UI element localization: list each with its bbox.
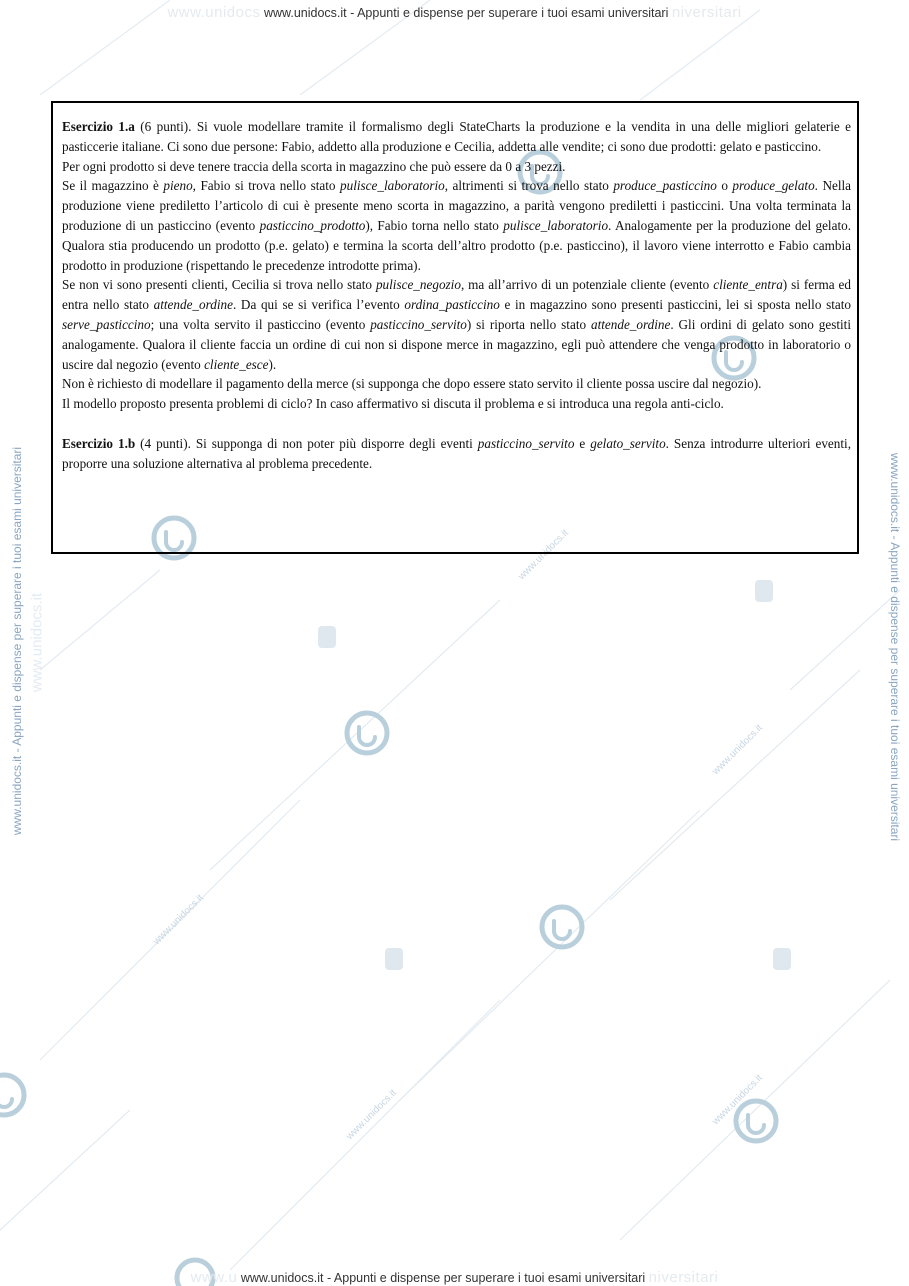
diagonal-watermark-text: www.unidocs.it xyxy=(710,1072,765,1128)
watermark-small-logo-icon xyxy=(755,580,773,602)
paragraph-gap xyxy=(62,414,851,434)
header-banner-text: www.unidocs.it - Appunti e dispense per superare i tuoi esami universitari xyxy=(263,6,669,20)
diagonal-watermark-text: www.unidocs.it xyxy=(516,527,571,583)
header-banner-ghost-right: niversitari xyxy=(671,4,742,21)
watermark-small-logo-icon xyxy=(385,948,403,970)
header-banner-ghost-left: www.unidocs xyxy=(167,4,261,21)
watermark-logo-icon xyxy=(347,713,387,753)
diagonal-watermark-text: www.unidocs.it xyxy=(344,1087,399,1143)
exercise-1a-sales: Se non vi sono presenti clienti, Cecilia si trova nello stato pulisce_negozio, ma all’arrivo di un potenziale cliente (evento cliente_entra) si ferma ed entra nello stato attende_ordine. Da qui se si verifica l’evento ordina_pasticcino e in magazzino sono presenti pasticcini, lei si sposta nello stato serve_pasticcino; una volta servito il pasticcino (evento pasticcino_servito) si riporta nello stato attende_ordine. Gli ordini di gelato sono gestiti analogamente. Qualora il cliente faccia un ordine di cui non si dispone merce in magazzino, egli può attendere che venga prodotto in laboratorio o uscire dal negozio (evento cliente_esce). xyxy=(62,277,851,372)
exercise-1a-question: Il modello proposto presenta problemi di ciclo? In caso affermativo si discuta il problema e si introduca una regola anti-ciclo. xyxy=(62,396,724,412)
exercise-1b-points: (4 punti). xyxy=(140,435,191,451)
exercise-1a-title: Esercizio 1.a xyxy=(62,119,135,134)
watermark-logo-icon xyxy=(542,907,582,947)
exercise-1a-points: (6 punti). xyxy=(140,119,192,134)
exercise-box xyxy=(51,101,859,554)
watermark-logo-icon xyxy=(736,1101,776,1141)
footer-banner-ghost-left: www.u xyxy=(190,1269,238,1286)
diagonal-watermark-text: www.unidocs.it xyxy=(151,892,206,948)
exercise-1a-payment-note: Non è richiesto di modellare il pagamento della merce (si supponga che dopo essere stato servito il cliente possa uscire dal negozio). xyxy=(62,376,762,392)
exercise-1a-intro: Esercizio 1.a (6 punti). Si vuole modellare tramite il formalismo degli StateCharts la produzione e la vendita in una delle migliori gelaterie e pasticcerie italiane. Ci sono due persone: Fabio, addetto alla produzione e Cecilia, addetta alle vendite; ci sono due prodotti: gelato e pasticcino. xyxy=(62,119,851,154)
side-watermark-left: www.unidocs.it - Appunti e dispense per superare i tuoi esami universitari xyxy=(10,446,24,836)
footer-banner-ghost-right: niversitari xyxy=(648,1269,719,1286)
watermark-small-logo-icon xyxy=(773,948,791,970)
diagonal-watermark-text: www.unidocs.it xyxy=(710,722,765,778)
side-watermark-right: www.unidocs.it - Appunti e dispense per superare i tuoi esami universitari xyxy=(888,452,902,842)
exercise-1a-production: Se il magazzino è pieno, Fabio si trova nello stato pulisce_laboratorio, altrimenti si trova nello stato produce_pasticcino o produce_gelato. Nella produzione viene prediletto l’articolo di cui è presente meno scorta in magazzino, a parità vengono prediletti i pasticcini. Una volta terminata la produzione di un pasticcino (evento pasticcino_prodotto), Fabio torna nello stato pulisce_laboratorio. Analogamente per la produzione del gelato. Qualora stia producendo un prodotto (p.e. gelato) e termina la scorta dell’altro prodotto (p.e. pasticcino), il lavoro viene interrotto e Fabio cambia prodotto in produzione (rispettando le precedenze introdotte prima). xyxy=(62,178,851,273)
watermark-small-logo-icon xyxy=(318,626,336,648)
footer-banner xyxy=(0,1269,909,1286)
side-watermark-left-ghost: www.unidocs.it xyxy=(28,592,46,693)
exercise-1a-stock: Per ogni prodotto si deve tenere traccia della scorta in magazzino che può essere da 0 a 3 pezzi. xyxy=(62,158,566,174)
watermark-logo-icon xyxy=(0,1075,24,1115)
exercise-1b-title: Esercizio 1.b xyxy=(62,435,136,451)
footer-banner-text: www.unidocs.it - Appunti e dispense per superare i tuoi esami universitari xyxy=(240,1271,646,1285)
header-banner xyxy=(0,4,909,21)
exercise-1b-text: Esercizio 1.b (4 punti). Si supponga di non poter più disporre degli eventi pasticcino_servito e gelato_servito. Senza introdurre ulteriori eventi, proporre una soluzione alternativa al problema precedente. xyxy=(62,435,851,471)
